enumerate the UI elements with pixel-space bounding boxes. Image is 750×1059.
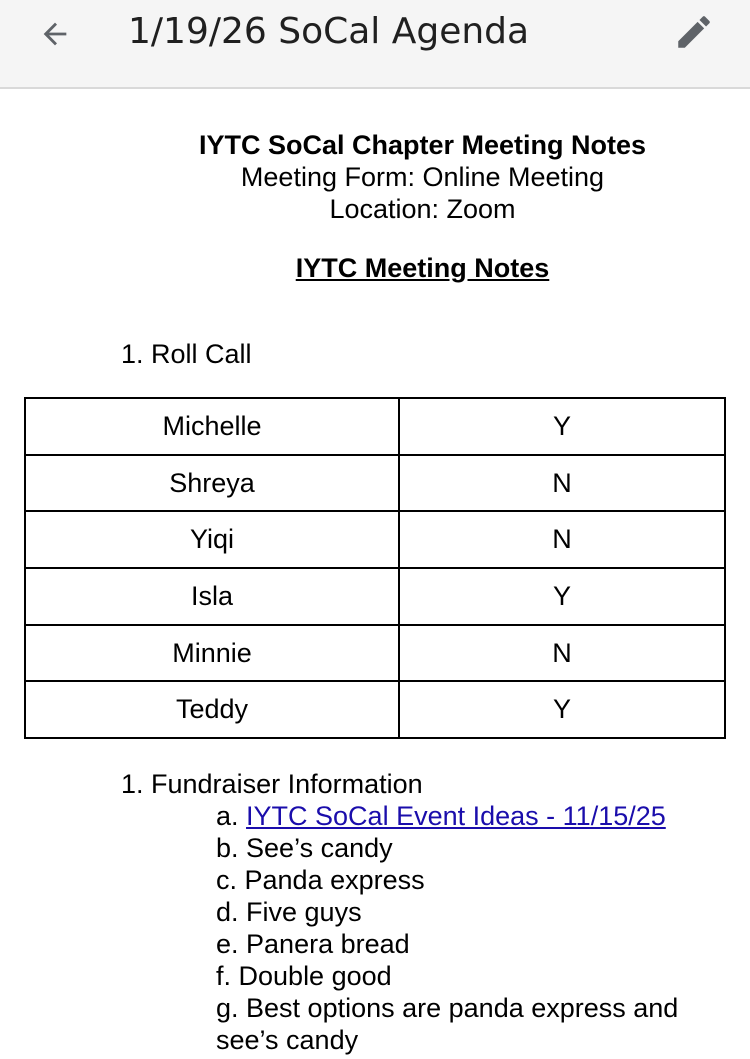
member-name: Isla: [25, 568, 399, 625]
list-marker: c.: [216, 865, 245, 895]
list-item-text: Panda express: [244, 865, 425, 895]
member-name: Yiqi: [25, 511, 399, 568]
attendance-value: Y: [399, 681, 725, 738]
list-item-text: Panera bread: [246, 929, 410, 959]
document-title: 1/19/26 SoCal Agenda: [128, 11, 530, 52]
list-marker: a.: [216, 801, 247, 831]
list-marker: d.: [216, 897, 247, 927]
document-body: [0, 91, 750, 1059]
meeting-notes-title: IYTC SoCal Chapter Meeting Notes: [198, 130, 647, 160]
roll-call-heading: 1. Roll Call: [121, 339, 252, 369]
member-name: Shreya: [25, 455, 399, 512]
list-item: [216, 800, 736, 832]
list-marker: g.: [216, 993, 247, 1023]
list-item: [216, 992, 736, 1056]
attendance-value: N: [399, 511, 725, 568]
list-marker: e.: [216, 929, 247, 959]
list-item-text: Double good: [238, 961, 392, 991]
roll-call-table: [24, 397, 726, 739]
attendance-value: Y: [399, 398, 725, 455]
event-ideas-link[interactable]: IYTC SoCal Event Ideas - 11/15/25: [246, 801, 666, 831]
location-line: Location: Zoom: [329, 194, 516, 224]
list-item: [216, 928, 736, 960]
list-marker: f.: [216, 961, 239, 991]
table-row: [25, 625, 725, 682]
table-row: [25, 455, 725, 512]
member-name: Teddy: [25, 681, 399, 738]
list-item-text: See’s candy: [246, 833, 393, 863]
list-item-text: Best options are panda express and see’s candy: [216, 993, 679, 1055]
table-row: [25, 568, 725, 625]
list-item: [216, 960, 736, 992]
attendance-value: Y: [399, 568, 725, 625]
list-marker: b.: [216, 833, 247, 863]
table-row: [25, 681, 725, 738]
app-bar: [0, 0, 750, 89]
pencil-icon: [673, 11, 715, 53]
attendance-value: N: [399, 455, 725, 512]
arrow-left-icon: [38, 17, 72, 51]
list-item: [216, 832, 736, 864]
fundraiser-list: [216, 800, 736, 1056]
list-item: [216, 864, 736, 896]
edit-button[interactable]: [670, 10, 718, 54]
meeting-form-line: Meeting Form: Online Meeting: [240, 162, 605, 192]
back-button[interactable]: [32, 14, 78, 54]
table-row: [25, 511, 725, 568]
notes-heading: IYTC Meeting Notes: [295, 253, 550, 283]
attendance-value: N: [399, 625, 725, 682]
member-name: Minnie: [25, 625, 399, 682]
table-row: [25, 398, 725, 455]
member-name: Michelle: [25, 398, 399, 455]
fundraiser-heading: 1. Fundraiser Information: [121, 769, 423, 799]
list-item-text: Five guys: [246, 897, 362, 927]
list-item: [216, 896, 736, 928]
